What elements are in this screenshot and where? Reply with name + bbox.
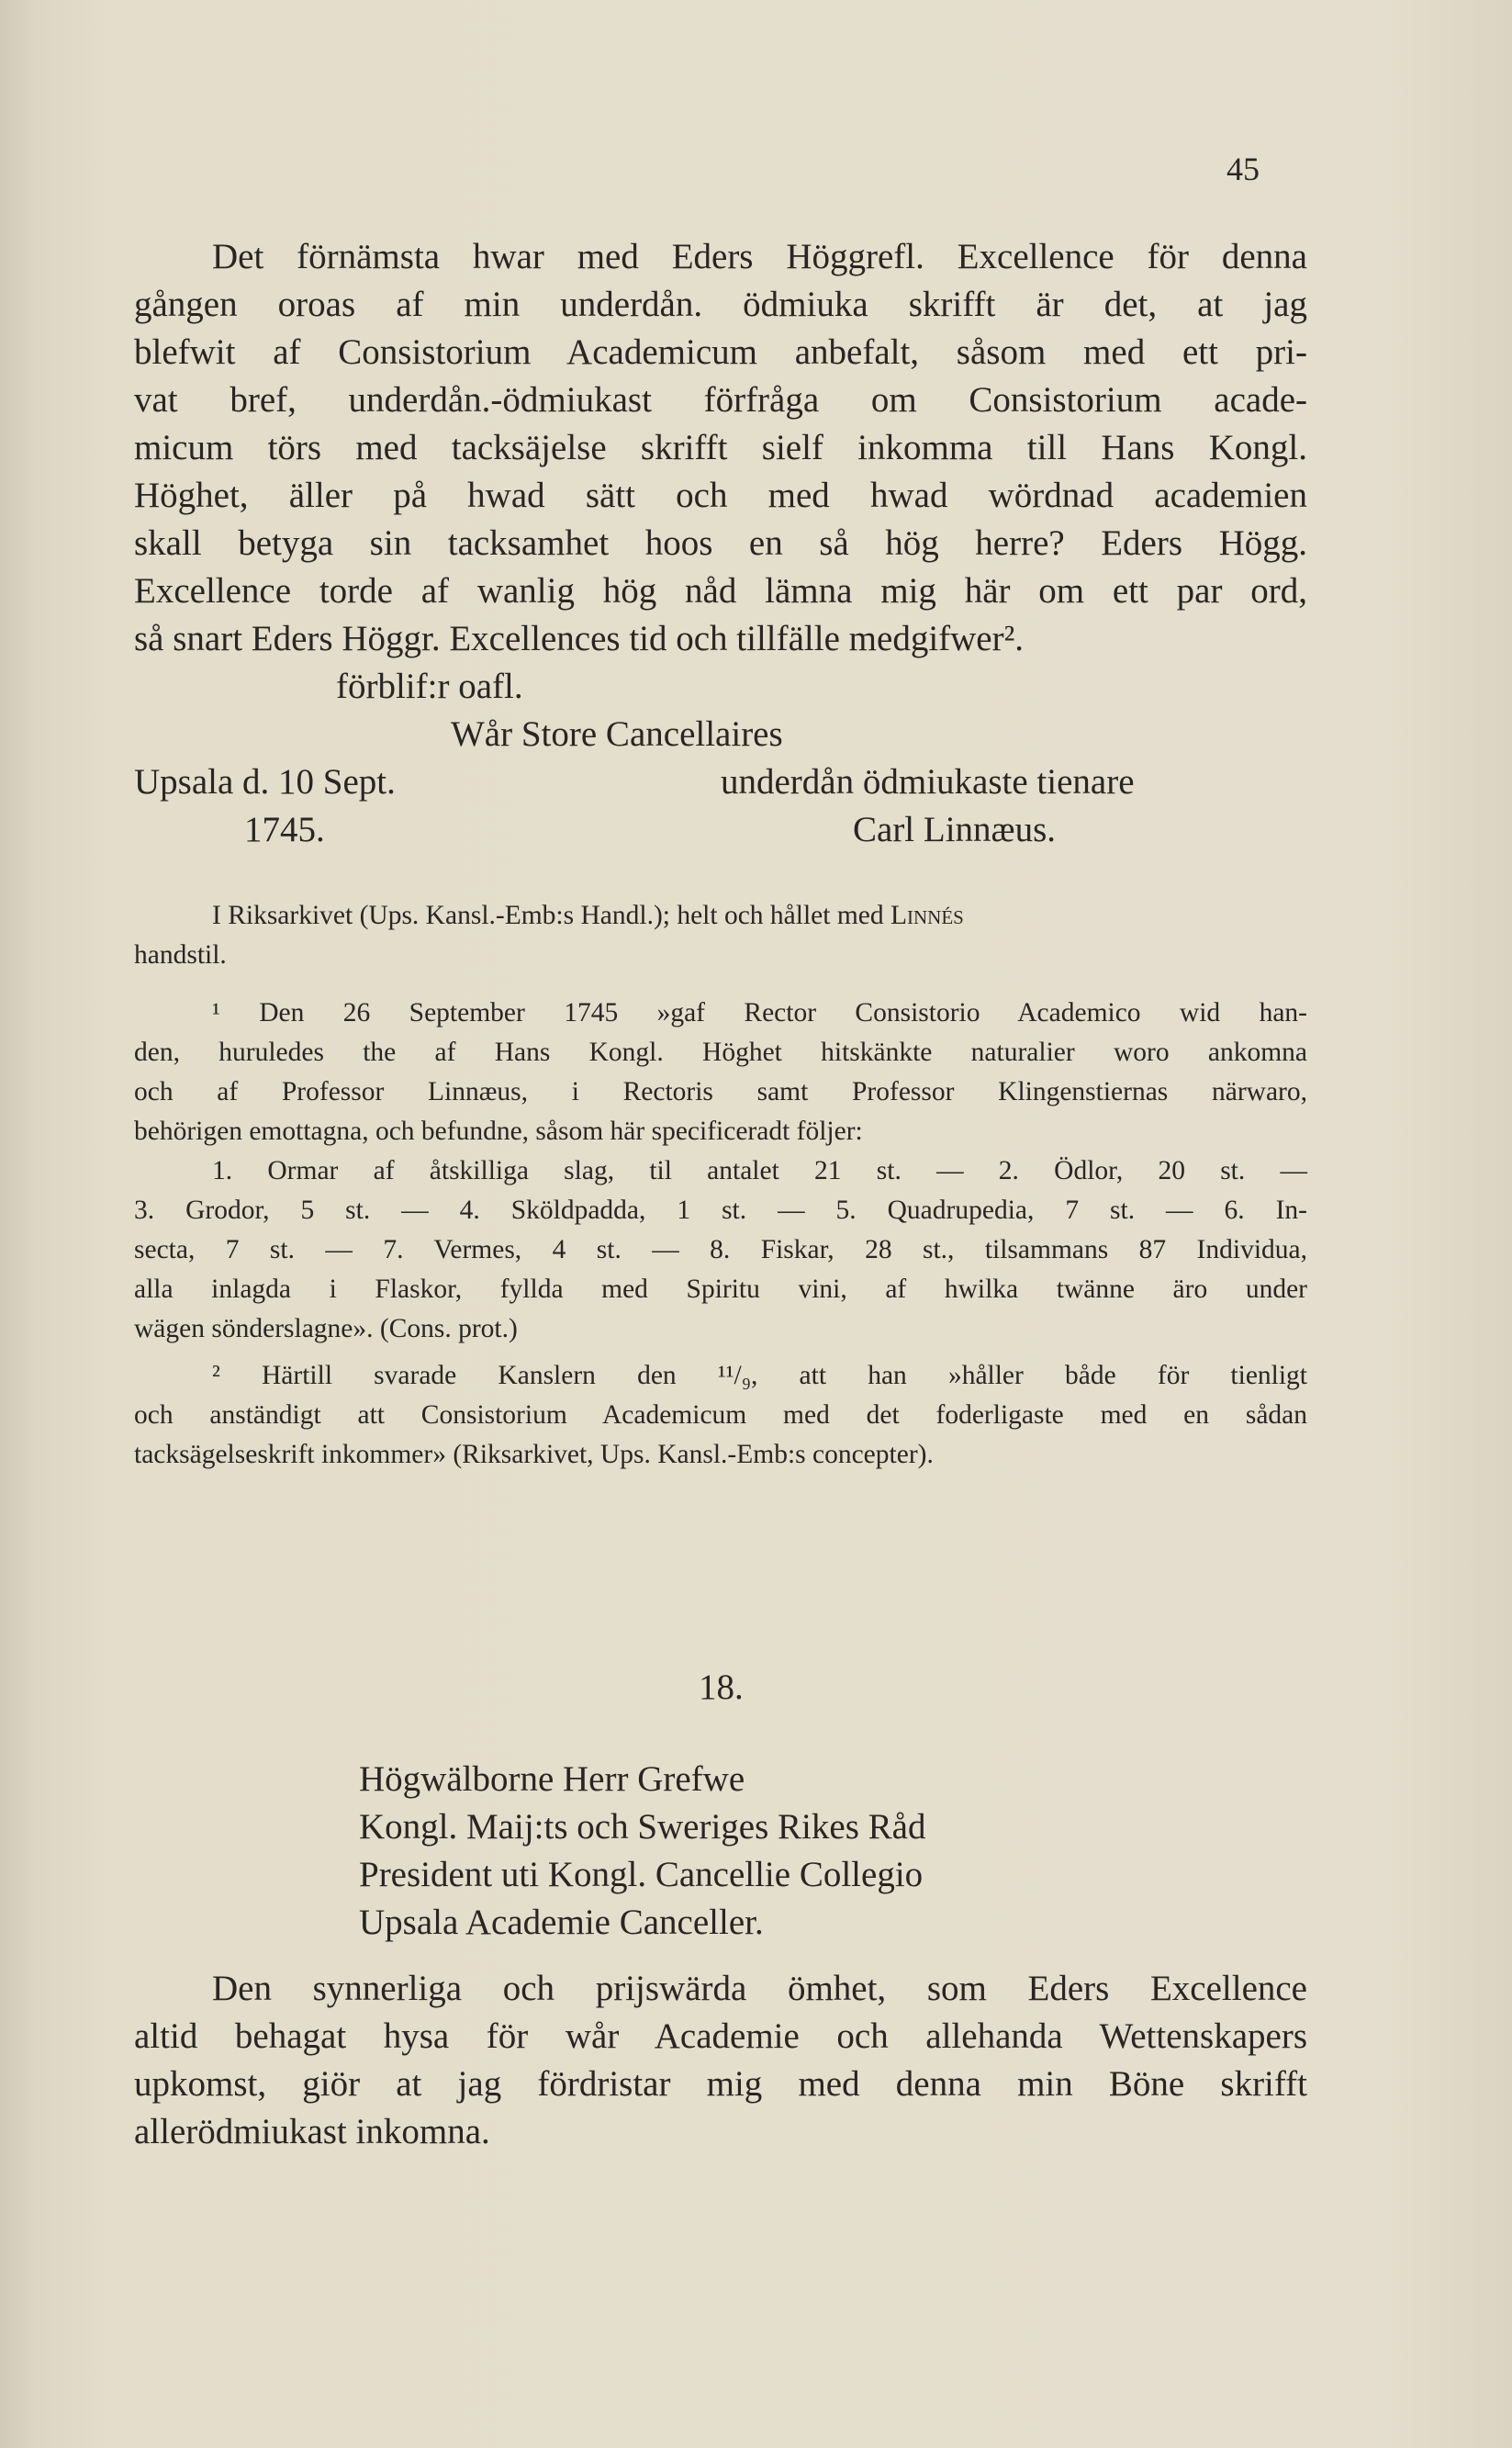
signature: Carl Linnæus. [853,810,1056,849]
footnote-line: den, huruledes the af Hans Kongl. Höghet hitskänkte naturalier woro ankomna [134,1038,1307,1067]
letter-17-line: gången oroas af min underdån. ödmiuka skrifft är det, at jag [134,285,1307,324]
letter-17-line: så snart Eders Höggr. Excellences tid och tillfälle medgifwer². [134,619,1025,658]
letter-17-line: micum törs med tacksäjelse skrifft sielf inkomma till Hans Kongl. [134,428,1307,467]
closing-year: 1745. [244,810,325,849]
letter-18-line: Den synnerliga och prijswärda ömhet, som Eders Excellence [212,1969,1307,2008]
footnote-line: och af Professor Linnæus, i Rectoris samt Professor Klingenstiernas närwaro, [134,1077,1307,1106]
closing-forblif: förblif:r oafl. [336,667,523,706]
footnote-line: 3. Grodor, 5 st. — 4. Sköldpadda, 1 st. — 5. Quadrupedia, 7 st. — 6. In- [134,1196,1307,1225]
address-line: Högwälborne Herr Grefwe [359,1759,745,1799]
footnote-line: wägen sönderslagne». (Cons. prot.) [134,1314,518,1343]
letter-18-line: upkomst, giör at jag fördristar mig med denna min Böne skrifft [134,2064,1307,2104]
page-number: 45 [1226,151,1260,187]
closing-servant: underdån ödmiukaste tienare [721,762,1135,802]
address-line: President uti Kongl. Cancellie Collegio [359,1855,924,1894]
footnote-line: ² Härtill svarade Kanslern den ¹¹/₉, att han »håller både för tienligt [212,1361,1307,1390]
footnote-line: tacksägelseskrift inkommer» (Riksarkivet, Ups. Kansl.-Emb:s concepter). [134,1440,934,1469]
letter-17-line: blefwit af Consistorium Academicum anbefalt, såsom med ett pri- [134,332,1307,372]
source-note-name: Linnés [890,901,964,930]
letter-18-line: altid behagat hysa för wår Academie och allehanda Wettenskapers [134,2016,1307,2056]
letter-17-line: vat bref, underdån.-ödmiukast förfråga om Consistorium acade- [134,380,1307,420]
letter-17-line: Excellence torde af wanlig hög nåd lämna mig här om ett par ord, [134,571,1307,611]
closing-war-store: Wår Store Cancellaires [451,714,783,754]
address-line: Kongl. Maij:ts och Sweriges Rikes Råd [359,1807,926,1847]
letter-17-line: Det förnämsta hwar med Eders Höggrefl. Excellence för denna [212,237,1307,276]
letter-number: 18. [699,1668,744,1707]
footnote-line: secta, 7 st. — 7. Vermes, 4 st. — 8. Fiskar, 28 st., tilsammans 87 Individua, [134,1235,1307,1264]
footnote-line: 1. Ormar af åtskilliga slag, til antalet 21 st. — 2. Ödlor, 20 st. — [212,1156,1307,1185]
source-note-line: handstil. [134,940,227,970]
footnote-line: och anständigt att Consistorium Academicum med det foderligaste med en sådan [134,1400,1307,1430]
letter-18-line: allerödmiukast inkomna. [134,2112,490,2151]
footnote-line: ¹ Den 26 September 1745 »gaf Rector Consistorio Academico wid han- [212,998,1307,1027]
source-note-text: I Riksarkivet (Ups. Kansl.-Emb:s Handl.); helt och hållet med [212,901,890,930]
address-line: Upsala Academie Canceller. [359,1903,764,1942]
letter-17-line: Höghet, äller på hwad sätt och med hwad wördnad academien [134,476,1307,515]
source-note-line [212,896,964,936]
letter-17-line: skall betyga sin tacksamhet hoos en så hög herre? Eders Högg. [134,523,1307,563]
footnote-line: alla inlagda i Flaskor, fyllda med Spiritu vini, af hwilka twänne äro under [134,1275,1307,1304]
closing-place-date: Upsala d. 10 Sept. [134,762,396,802]
footnote-line: behörigen emottagna, och befundne, såsom här specificeradt följer: [134,1117,863,1146]
